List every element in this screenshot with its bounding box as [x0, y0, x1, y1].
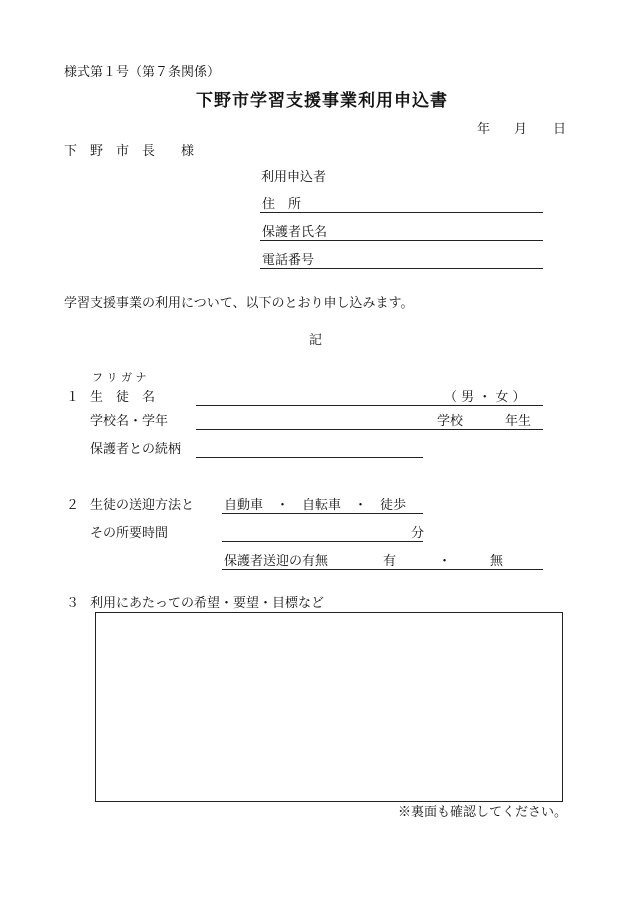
phone-field-line[interactable]: [260, 268, 543, 269]
section3-number: ３: [66, 596, 80, 611]
transport-label: 生徒の送迎方法と: [90, 498, 195, 513]
school-grade-field-line[interactable]: [196, 429, 543, 430]
escort-no-option[interactable]: 無: [490, 554, 504, 569]
guardian-name-label: 保護者氏名: [262, 225, 328, 240]
escort-underline: [222, 569, 543, 570]
relationship-field-line[interactable]: [196, 457, 423, 458]
school-grade-label: 学校名・学年: [90, 414, 169, 429]
date-day-label: 日: [553, 122, 567, 137]
transport-options[interactable]: 自動車 ・ 自転車 ・ 徒歩: [224, 498, 407, 513]
wishes-textbox[interactable]: [95, 612, 563, 802]
form-title: 下野市学習支援事業利用申込書: [196, 91, 448, 111]
wishes-label: 利用にあたっての希望・要望・目標など: [90, 596, 325, 611]
phone-label: 電話番号: [262, 253, 315, 268]
gender-selector[interactable]: （ 男 ・ 女 ）: [444, 390, 526, 405]
section1-number: １: [66, 390, 80, 405]
address-label: 住 所: [262, 197, 302, 212]
grade-suffix: 年生: [505, 414, 532, 429]
student-name-field-line[interactable]: [196, 405, 543, 406]
address-field-line[interactable]: [260, 212, 543, 213]
furigana-label: フ リ ガ ナ: [92, 371, 147, 384]
addressee: 下 野 市 長 様: [64, 144, 195, 159]
footer-note: ※裏面も確認してください。: [398, 805, 568, 820]
travel-time-field-line[interactable]: [222, 541, 423, 542]
date-month-label: 月: [514, 122, 528, 137]
form-number: 様式第１号（第７条関係）: [64, 65, 221, 80]
escort-separator: ・: [438, 554, 452, 569]
applicant-heading: 利用申込者: [261, 170, 327, 185]
school-suffix: 学校: [437, 414, 464, 429]
guardian-name-field-line[interactable]: [260, 240, 543, 241]
travel-time-label: その所要時間: [90, 526, 169, 541]
relationship-label: 保護者との続柄: [90, 442, 182, 457]
minutes-unit: 分: [411, 526, 425, 541]
date-year-label: 年: [477, 122, 491, 137]
section2-number: ２: [66, 498, 80, 513]
transport-options-underline: [222, 513, 423, 514]
intro-text: 学習支援事業の利用について、以下のとおり申し込みます。: [64, 296, 414, 311]
escort-yes-option[interactable]: 有: [383, 554, 397, 569]
ki-mark: 記: [309, 333, 323, 348]
student-name-label: 生 徒 名: [90, 390, 156, 405]
escort-label: 保護者送迎の有無: [224, 554, 329, 569]
